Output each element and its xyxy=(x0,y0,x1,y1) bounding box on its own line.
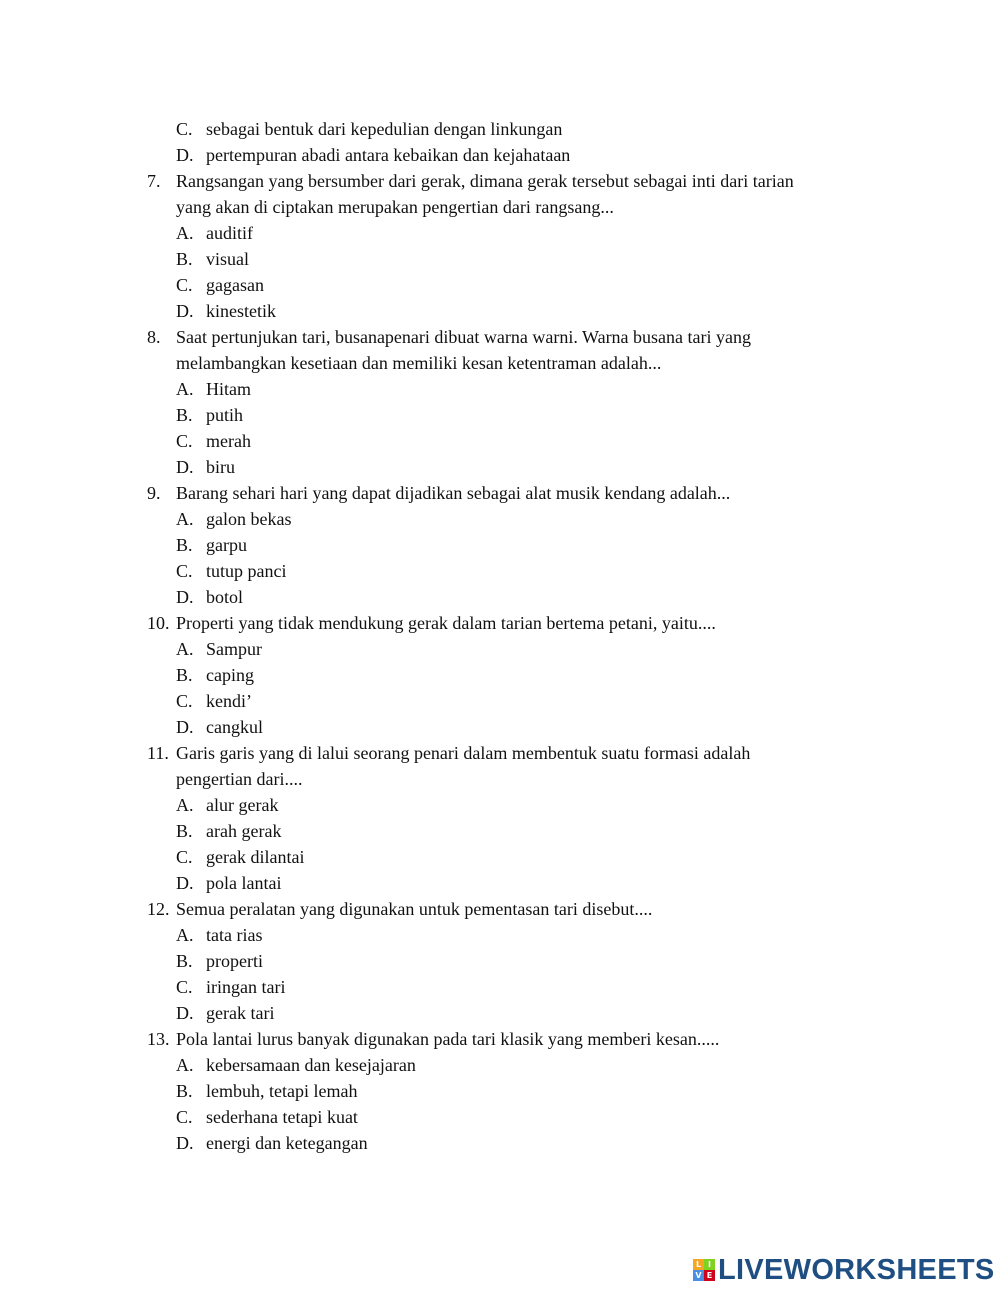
question-number: 7. xyxy=(147,171,161,191)
option-row xyxy=(0,1052,1000,1078)
option-letter: B. xyxy=(176,665,193,685)
option-text: sederhana tetapi kuat xyxy=(206,1107,358,1127)
option-row xyxy=(0,558,1000,584)
option-letter: B. xyxy=(176,821,193,841)
option-letter: C. xyxy=(176,977,193,997)
option-text: iringan tari xyxy=(206,977,286,997)
option-text: tutup panci xyxy=(206,561,287,581)
question-8 xyxy=(0,324,1000,350)
option-row xyxy=(0,792,1000,818)
option-row xyxy=(0,246,1000,272)
option-letter: A. xyxy=(176,1055,194,1075)
option-letter: D. xyxy=(176,1003,194,1023)
question-number: 13. xyxy=(147,1029,170,1049)
question-text-continued xyxy=(0,766,1000,792)
option-letter: D. xyxy=(176,717,194,737)
option-text: arah gerak xyxy=(206,821,282,841)
option-row xyxy=(0,870,1000,896)
logo-letter: L xyxy=(693,1259,704,1270)
option-row xyxy=(0,948,1000,974)
question-text: yang akan di ciptakan merupakan pengertian dari rangsang... xyxy=(176,197,614,217)
question-text: Barang sehari hari yang dapat dijadikan sebagai alat musik kendang adalah... xyxy=(176,483,731,503)
option-row xyxy=(0,974,1000,1000)
option-letter: C. xyxy=(176,847,193,867)
option-text: merah xyxy=(206,431,251,451)
option-letter: C. xyxy=(176,119,193,139)
option-letter: C. xyxy=(176,691,193,711)
option-text: energi dan ketegangan xyxy=(206,1133,368,1153)
option-row xyxy=(0,1078,1000,1104)
option-text: alur gerak xyxy=(206,795,279,815)
option-letter: B. xyxy=(176,249,193,269)
option-row xyxy=(0,506,1000,532)
option-row xyxy=(0,142,1000,168)
option-row xyxy=(0,818,1000,844)
option-text: galon bekas xyxy=(206,509,292,529)
option-row xyxy=(0,1000,1000,1026)
question-text: Garis garis yang di lalui seorang penari dalam membentuk suatu formasi adalah xyxy=(176,743,751,763)
option-text: Hitam xyxy=(206,379,251,399)
question-text-continued xyxy=(0,350,1000,376)
option-letter: C. xyxy=(176,275,193,295)
option-row xyxy=(0,688,1000,714)
question-text: Rangsangan yang bersumber dari gerak, dimana gerak tersebut sebagai inti dari tarian xyxy=(176,171,794,191)
option-row xyxy=(0,402,1000,428)
option-row xyxy=(0,636,1000,662)
question-7 xyxy=(0,168,1000,194)
option-letter: A. xyxy=(176,795,194,815)
option-letter: A. xyxy=(176,925,194,945)
option-letter: D. xyxy=(176,587,194,607)
option-row xyxy=(0,1104,1000,1130)
logo-letter: V xyxy=(693,1270,704,1281)
option-text: caping xyxy=(206,665,254,685)
option-row xyxy=(0,298,1000,324)
option-text: properti xyxy=(206,951,263,971)
brand-name: LIVEWORKSHEETS xyxy=(718,1254,995,1286)
question-text: Properti yang tidak mendukung gerak dalam tarian bertema petani, yaitu.... xyxy=(176,613,716,633)
option-row xyxy=(0,454,1000,480)
option-text: lembuh, tetapi lemah xyxy=(206,1081,358,1101)
option-text: auditif xyxy=(206,223,253,243)
liveworksheets-logo xyxy=(693,1256,995,1284)
option-text: gerak dilantai xyxy=(206,847,305,867)
question-text: Semua peralatan yang digunakan untuk pementasan tari disebut.... xyxy=(176,899,653,919)
logo-letter: E xyxy=(704,1270,715,1281)
option-text: Sampur xyxy=(206,639,262,659)
option-row xyxy=(0,376,1000,402)
option-letter: C. xyxy=(176,1107,193,1127)
question-11 xyxy=(0,740,1000,766)
option-letter: D. xyxy=(176,1133,194,1153)
option-text: sebagai bentuk dari kepedulian dengan linkungan xyxy=(206,119,563,139)
option-letter: B. xyxy=(176,405,193,425)
option-row xyxy=(0,1130,1000,1156)
question-number: 8. xyxy=(147,327,161,347)
option-row xyxy=(0,662,1000,688)
question-13 xyxy=(0,1026,1000,1052)
option-letter: D. xyxy=(176,145,194,165)
option-text: cangkul xyxy=(206,717,263,737)
option-row xyxy=(0,272,1000,298)
question-9 xyxy=(0,480,1000,506)
logo-letter: I xyxy=(704,1259,715,1270)
option-letter: C. xyxy=(176,561,193,581)
question-number: 11. xyxy=(147,743,169,763)
option-row xyxy=(0,532,1000,558)
option-text: tata rias xyxy=(206,925,263,945)
question-text: Saat pertunjukan tari, busanapenari dibuat warna warni. Warna busana tari yang xyxy=(176,327,752,347)
question-12 xyxy=(0,896,1000,922)
option-row xyxy=(0,922,1000,948)
question-number: 10. xyxy=(147,613,170,633)
option-row xyxy=(0,116,1000,142)
question-number: 9. xyxy=(147,483,161,503)
option-letter: B. xyxy=(176,951,193,971)
option-letter: D. xyxy=(176,301,194,321)
option-text: kendi’ xyxy=(206,691,252,711)
option-letter: B. xyxy=(176,1081,193,1101)
option-row xyxy=(0,844,1000,870)
question-10 xyxy=(0,610,1000,636)
option-row xyxy=(0,714,1000,740)
option-letter: A. xyxy=(176,639,194,659)
option-text: gerak tari xyxy=(206,1003,275,1023)
option-text: biru xyxy=(206,457,235,477)
option-text: garpu xyxy=(206,535,247,555)
option-row xyxy=(0,584,1000,610)
question-number: 12. xyxy=(147,899,170,919)
question-text: melambangkan kesetiaan dan memiliki kesan ketentraman adalah... xyxy=(176,353,662,373)
option-letter: A. xyxy=(176,223,194,243)
option-text: kinestetik xyxy=(206,301,276,321)
liveworksheets-logo-icon xyxy=(693,1259,715,1281)
question-text: pengertian dari.... xyxy=(176,769,303,789)
option-letter: C. xyxy=(176,431,193,451)
option-text: pola lantai xyxy=(206,873,282,893)
option-text: kebersamaan dan kesejajaran xyxy=(206,1055,416,1075)
option-letter: A. xyxy=(176,509,194,529)
worksheet-content xyxy=(0,116,1000,1156)
option-text: pertempuran abadi antara kebaikan dan kejahataan xyxy=(206,145,571,165)
option-letter: D. xyxy=(176,457,194,477)
option-text: gagasan xyxy=(206,275,264,295)
option-text: visual xyxy=(206,249,249,269)
option-row xyxy=(0,220,1000,246)
option-letter: B. xyxy=(176,535,193,555)
option-row xyxy=(0,428,1000,454)
question-text: Pola lantai lurus banyak digunakan pada tari klasik yang memberi kesan..... xyxy=(176,1029,720,1049)
option-text: botol xyxy=(206,587,244,607)
option-letter: D. xyxy=(176,873,194,893)
option-letter: A. xyxy=(176,379,194,399)
question-text-continued xyxy=(0,194,1000,220)
option-text: putih xyxy=(206,405,244,425)
